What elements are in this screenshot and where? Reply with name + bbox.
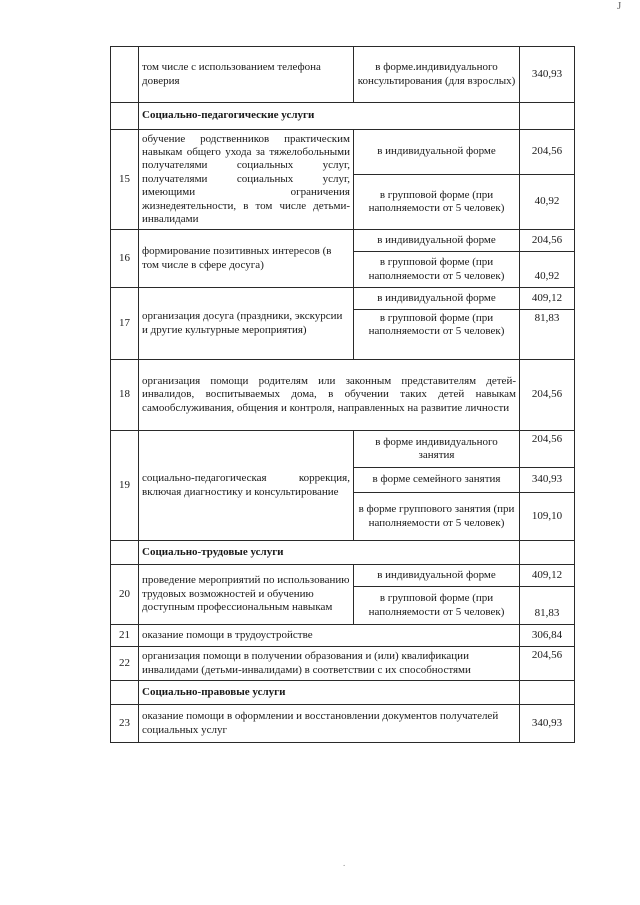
row-number: 21 <box>111 625 139 647</box>
row-number: 17 <box>111 288 139 360</box>
service-price: 409,12 <box>520 288 575 310</box>
service-form: в форме индивидуального занятия <box>354 431 520 468</box>
service-price: 204,56 <box>520 230 575 252</box>
page-corner-mark: J <box>617 0 622 12</box>
section-title: Социально-правовые услуги <box>139 681 520 705</box>
service-form: в форме семейного занятия <box>354 468 520 493</box>
page-foot-mark: . <box>343 858 346 868</box>
row-number: 18 <box>111 360 139 431</box>
table-row <box>111 647 575 681</box>
service-price: 340,93 <box>520 705 575 743</box>
table-row <box>111 705 575 743</box>
row-number: 19 <box>111 431 139 541</box>
table-row <box>111 130 575 175</box>
table-row <box>111 565 575 587</box>
section-header-row <box>111 681 575 705</box>
service-name: том числе с использованием телефона доверия <box>139 47 354 103</box>
row-number: 15 <box>111 130 139 230</box>
service-price: 340,93 <box>520 468 575 493</box>
service-price: 340,93 <box>520 47 575 103</box>
service-price: 40,92 <box>520 252 575 288</box>
service-name: организация помощи в получении образования и (или) квалификации инвалидами (детьми-инвалидами) в соответствии с их способностями <box>139 647 520 681</box>
service-name: организация досуга (праздники, экскурсии и другие культурные мероприятия) <box>139 288 354 360</box>
service-form: в индивидуальной форме <box>354 288 520 310</box>
table-row <box>111 47 575 103</box>
section-title: Социально-педагогические услуги <box>139 103 520 130</box>
service-price: 409,12 <box>520 565 575 587</box>
service-form: в индивидуальной форме <box>354 565 520 587</box>
service-name: формирование позитивных интересов (в том числе в сфере досуга) <box>139 230 354 288</box>
service-form: в форме.индивидуального консультирования (для взрослых) <box>354 47 520 103</box>
service-price: 81,83 <box>520 587 575 625</box>
row-number: 20 <box>111 565 139 625</box>
service-form: в индивидуальной форме <box>354 130 520 175</box>
tariff-table <box>110 46 575 743</box>
service-price: 40,92 <box>520 175 575 230</box>
service-form: в форме группового занятия (при наполняемости от 5 человек) <box>354 493 520 541</box>
table-row <box>111 625 575 647</box>
service-price: 109,10 <box>520 493 575 541</box>
service-price: 204,56 <box>520 431 575 468</box>
service-price: 306,84 <box>520 625 575 647</box>
row-number <box>111 47 139 103</box>
table-row <box>111 431 575 468</box>
service-form: в групповой форме (при наполняемости от 5 человек) <box>354 252 520 288</box>
row-number: 23 <box>111 705 139 743</box>
service-price: 81,83 <box>520 310 575 360</box>
table-row <box>111 360 575 431</box>
service-name: организация помощи родителям или законным представителям детей-инвалидов, воспитываемых дома, в обучении таких детей навыкам самообслуживания, общения и контроля, направленных на развитие личности <box>139 360 520 431</box>
service-name: оказание помощи в трудоустройстве <box>139 625 520 647</box>
service-form: в групповой форме (при наполняемости от 5 человек) <box>354 310 520 360</box>
service-form: в групповой форме (при наполняемости от 5 человек) <box>354 175 520 230</box>
section-header-row <box>111 541 575 565</box>
section-title: Социально-трудовые услуги <box>139 541 520 565</box>
service-name: социально-педагогическая коррекция, включая диагностику и консультирование <box>139 431 354 541</box>
section-header-row <box>111 103 575 130</box>
table-row <box>111 288 575 310</box>
row-number: 16 <box>111 230 139 288</box>
service-name: оказание помощи в оформлении и восстановлении документов получателей социальных услуг <box>139 705 520 743</box>
service-price: 204,56 <box>520 130 575 175</box>
service-name: обучение родственников практическим навыкам общего ухода за тяжелобольными получателями социальных услуг, получателями социальных услуг, имеющими ограничения жизнедеятельности, в том числе детьми-инвалидами <box>139 130 354 230</box>
service-price: 204,56 <box>520 360 575 431</box>
service-price: 204,56 <box>520 647 575 681</box>
service-name: проведение мероприятий по использованию трудовых возможностей и обучению доступным профессиональным навыкам <box>139 565 354 625</box>
row-number: 22 <box>111 647 139 681</box>
service-form: в индивидуальной форме <box>354 230 520 252</box>
table-row <box>111 230 575 252</box>
service-form: в групповой форме (при наполняемости от 5 человек) <box>354 587 520 625</box>
